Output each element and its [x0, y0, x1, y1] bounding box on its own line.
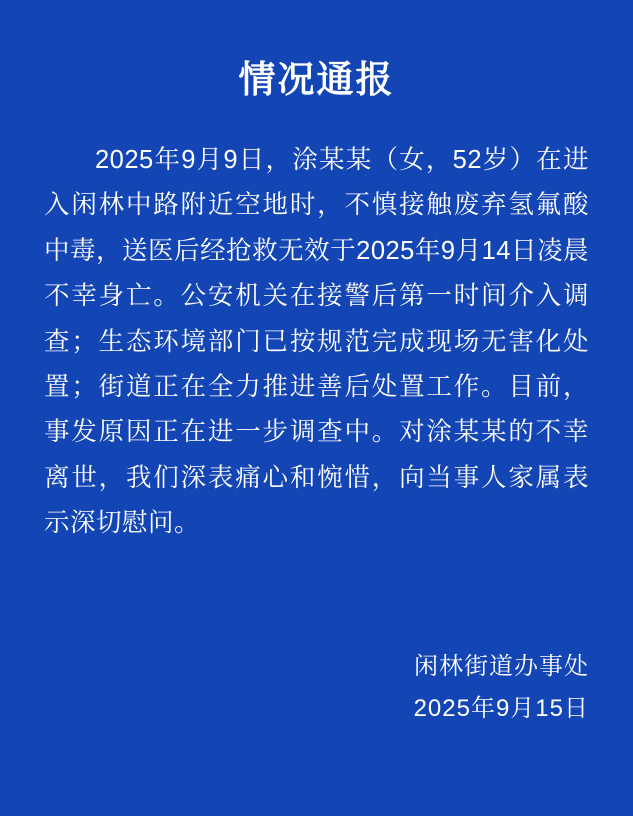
announcement-body: 2025年9月9日，涂某某（女，52岁）在进入闲林中路附近空地时，不慎接触废弃氢氟酸中毒，送医后经抢救无效于2025年9月14日凌晨不幸身亡。公安机关在接警后第一时间介入调查；生态环境部门已按规范完成现场无害化处置；街道正在全力推进善后处置工作。目前，事发原因正在进一步调查中。对涂某某的不幸离世，我们深表痛心和惋惜，向当事人家属表示深切慰问。 [44, 146, 589, 538]
signature-date: 2025年9月15日 [413, 695, 589, 722]
page-title: 情况通报 [238, 59, 395, 100]
signature-block [44, 646, 589, 730]
signature-organization: 闲林街道办事处 [414, 653, 589, 680]
